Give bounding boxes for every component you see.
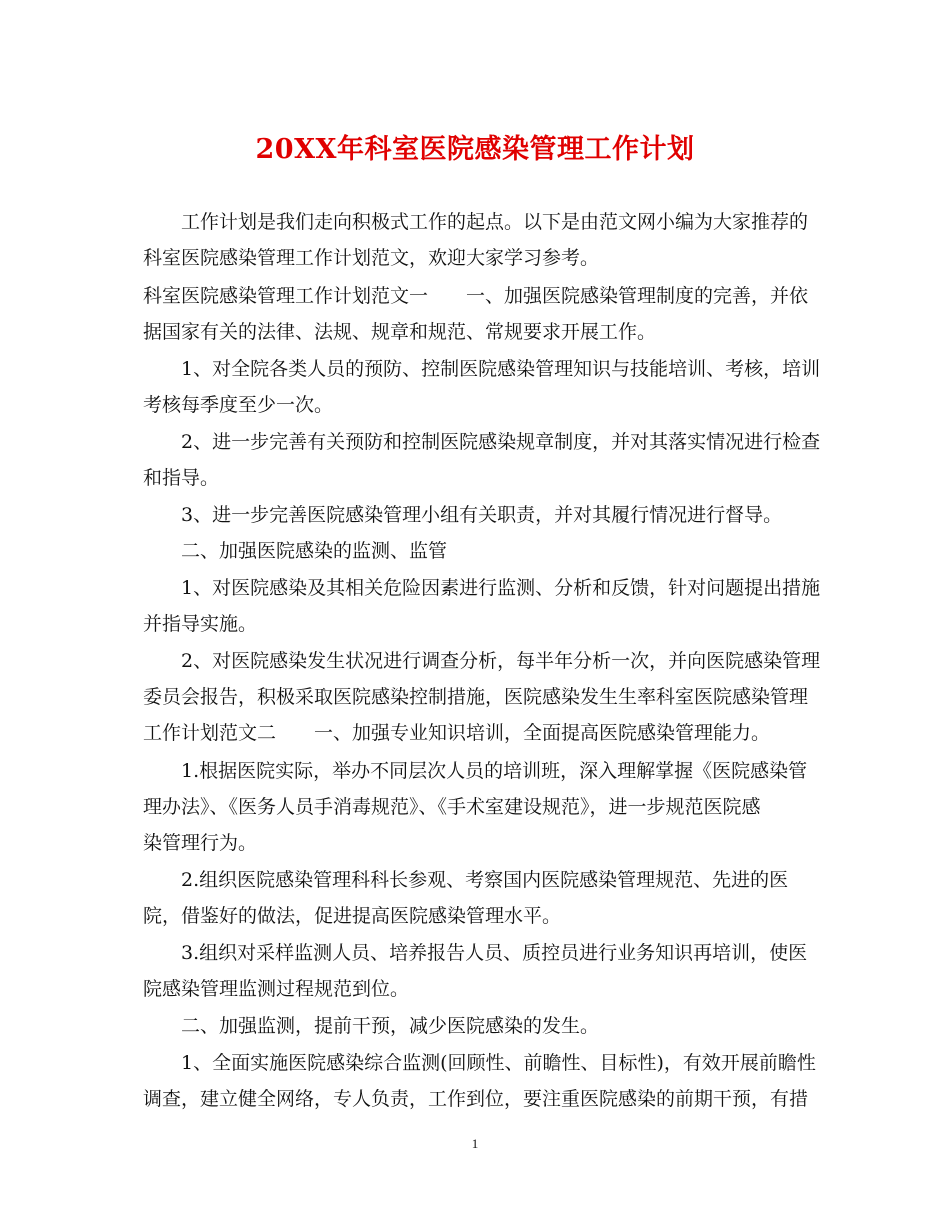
text-line: 1.根据医院实际，举办不同层次人员的培训班，深入理解掌握《医院感染管 [181, 760, 808, 782]
text-line: 科室医院感染管理工作计划范文，欢迎大家学习参考。 [143, 247, 600, 269]
text-line: 3.组织对采样监测人员、培养报告人员、质控员进行业务知识再培训，使医 [181, 942, 808, 964]
text-line: 和指导。 [143, 467, 220, 489]
text-line: 委员会报告，积极采取医院感染控制措施，医院感染发生生率科室医院感染管理 [143, 686, 809, 708]
text-line: 二、加强监测，提前干预，减少医院感染的发生。 [181, 1015, 600, 1037]
page-number: 1 [471, 1136, 479, 1151]
text-line: 据国家有关的法律、法规、规章和规范、常规要求开展工作。 [143, 321, 657, 343]
text-line: 1、对医院感染及其相关危险因素进行监测、分析和反馈，针对问题提出措施 [181, 577, 821, 599]
text-line: 染管理行为。 [143, 832, 258, 854]
text-line: 院，借鉴好的做法，促进提高医院感染管理水平。 [143, 905, 562, 927]
text-line: 2、进一步完善有关预防和控制医院感染规章制度，并对其落实情况进行检查 [181, 431, 821, 453]
text-line: 2.组织医院感染管理科科长参观、考察国内医院感染管理规范、先进的医 [181, 869, 789, 891]
text-line: 并指导实施。 [143, 613, 258, 635]
text-line: 调查，建立健全网络，专人负责，工作到位，要注重医院感染的前期干预，有措 [143, 1088, 809, 1110]
text-line: 1、对全院各类人员的预防、控制医院感染管理知识与技能培训、考核，培训 [181, 358, 821, 380]
text-line: 2、对医院感染发生状况进行调查分析，每半年分析一次，并向医院感染管理 [181, 650, 821, 672]
text-line: 工作计划范文二 一、加强专业知识培训，全面提高医院感染管理能力。 [143, 722, 771, 744]
text-line: 1、全面实施医院感染综合监测(回顾性、前瞻性、目标性)，有效开展前瞻性 [181, 1052, 816, 1074]
text-line: 考核每季度至少一次。 [143, 394, 334, 416]
text-line: 工作计划是我们走向积极式工作的起点。以下是由范文网小编为大家推荐的 [181, 211, 809, 233]
document-title: 20XX年科室医院感染管理工作计划 [255, 134, 695, 165]
text-line: 科室医院感染管理工作计划范文一 一、加强医院感染管理制度的完善，并依 [143, 285, 809, 307]
text-line: 二、加强医院感染的监测、监管 [181, 540, 448, 562]
text-line: 院感染管理监测过程规范到位。 [143, 978, 410, 1000]
text-line: 3、进一步完善医院感染管理小组有关职责，并对其履行情况进行督导。 [181, 504, 783, 526]
text-line: 理办法》、《医务人员手消毒规范》、《手术室建设规范》，进一步规范医院感 [143, 796, 761, 818]
